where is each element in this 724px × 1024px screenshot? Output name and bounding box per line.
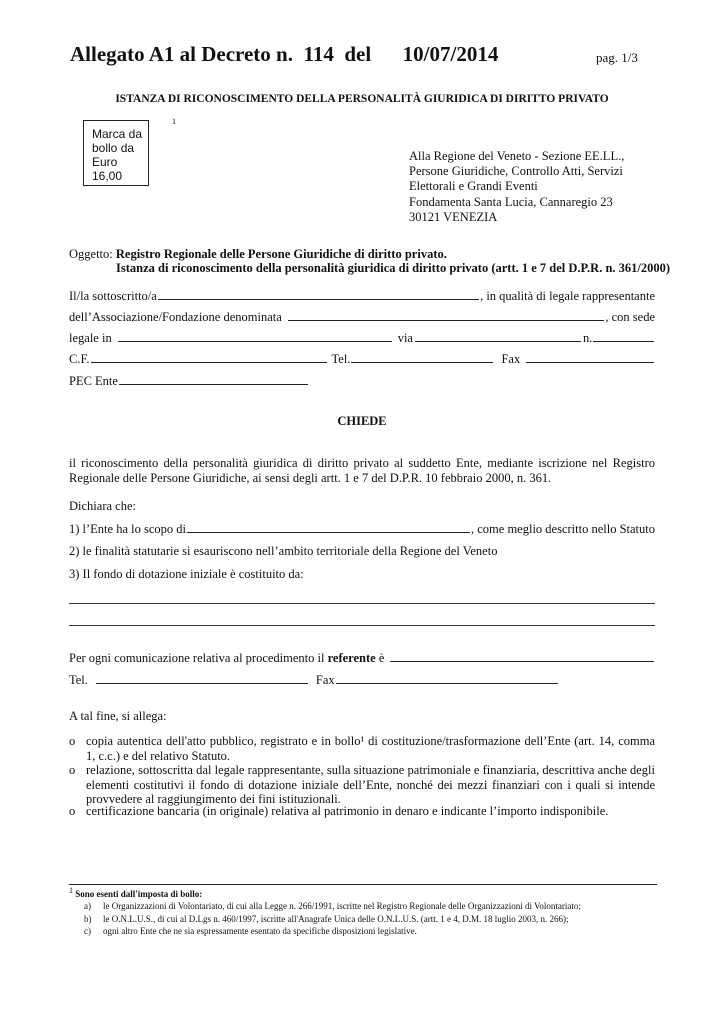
- recipient-address: [409, 149, 624, 225]
- bullet-icon: o: [69, 763, 76, 777]
- association-label: dell’Associazione/Fondazione denominata: [69, 310, 282, 324]
- footnote-item: [84, 900, 659, 913]
- contact-fax-field[interactable]: [336, 672, 558, 684]
- address-line: Alla Regione del Veneto - Sezione EE.LL.,: [409, 149, 625, 163]
- bullet-icon: o: [69, 804, 76, 818]
- contact-fax-label: Fax: [315, 673, 335, 687]
- phone-field[interactable]: [351, 351, 493, 363]
- attachments-intro: A tal fine, si allega:: [69, 709, 167, 723]
- footnote-mark: 1: [69, 886, 73, 895]
- attachment-item: [69, 804, 655, 819]
- subject-line-2: Istanza di riconoscimento della personalità giuridica di diritto privato (artt. 1 e 7 del D.P.R. n. 361/2000): [116, 261, 671, 275]
- request-body: il riconoscimento della personalità giuridica di diritto privato al suddetto Ente, mediante iscrizione nel Registro Regionale delle Persone Giuridiche, ai sensi degli artt. 1 e 7 del D.P.R. 10 febbraio 2000, n. 361.: [69, 456, 655, 485]
- field-row-seat: [69, 330, 655, 346]
- pec-label: PEC Ente: [69, 374, 118, 388]
- attachment-text: relazione, sottoscritta dal legale rappresentante, sulla situazione patrimoniale e finanziaria, descrittiva anche degli elementi costitutivi il fondo di dotazione iniziale dell’Ente, nonché dei mezzi finanziari con i quali si intende provvedere al raggiungimento dei fini istituzionali.: [86, 763, 655, 806]
- attachment-text: copia autentica dell'atto pubblico, registrato e in bollo¹ di costituzione/trasformazione dell’Ente (art. 14, comma 1, c.c.) e del relativo Statuto.: [86, 734, 655, 763]
- pec-field[interactable]: [119, 373, 308, 385]
- declaration-intro: Dichiara che:: [69, 499, 136, 513]
- signatory-label: Il/la sottoscritto/a: [69, 289, 157, 303]
- footnote-item: [84, 913, 659, 926]
- footnote-item-text: le Organizzazioni di Volontariato, di cui alla Legge n. 266/1991, iscritte nel Registro Regionale delle Organizzazioni di Volontariato;: [103, 901, 581, 911]
- document-title: Allegato A1 al Decreto n. 114 del 10/07/2014: [70, 42, 499, 66]
- street-field[interactable]: [415, 330, 581, 342]
- fax-field[interactable]: [526, 351, 654, 363]
- seat-label: , con sede: [605, 310, 655, 324]
- field-row-association: [69, 309, 655, 325]
- fax-label: Fax: [501, 352, 521, 366]
- endowment-field-line-2[interactable]: [69, 625, 655, 626]
- purpose-label: 1) l’Ente ha lo scopo di: [69, 522, 186, 536]
- legal-seat-label: legale in: [69, 331, 112, 345]
- address-line: Persone Giuridiche, Controllo Atti, Servizi: [409, 164, 623, 179]
- street-label: via: [397, 331, 413, 345]
- bullet-icon: o: [69, 734, 76, 748]
- footnote-item: [84, 925, 659, 938]
- footnote-item-label: c): [84, 926, 91, 936]
- footnote-title-row: [69, 886, 202, 899]
- attachment-item: [69, 763, 655, 807]
- contact-phone-label: Tel.: [69, 673, 88, 687]
- contact-person-row: [69, 650, 655, 666]
- stamp-line-1: Marca da: [92, 127, 143, 141]
- field-row-contacts: [69, 351, 655, 367]
- contact-person-label: Per ogni comunicazione relativa al procedimento il referente è: [69, 651, 385, 665]
- footnote-item-label: b): [84, 913, 92, 924]
- document-subtitle: ISTANZA DI RICONOSCIMENTO DELLA PERSONALITÀ GIURIDICA DI DIRITTO PRIVATO: [115, 93, 609, 105]
- revenue-stamp-box: [83, 120, 149, 186]
- contact-phone-row: [69, 672, 559, 688]
- declaration-item-3: 3) Il fondo di dotazione iniziale è costituito da:: [69, 567, 304, 581]
- signatory-name-field[interactable]: [158, 288, 479, 300]
- declaration-item-1: [69, 521, 655, 537]
- purpose-field[interactable]: [187, 521, 470, 533]
- association-name-field[interactable]: [288, 309, 605, 321]
- footnote-item-label: a): [84, 901, 91, 911]
- footnote-item-text: ogni altro Ente che ne sia espressamente esentato da specifiche disposizioni legislative.: [103, 926, 417, 936]
- declaration-item-2: 2) le finalità statutarie si esauriscono nell’ambito territoriale della Regione del Veneto: [69, 544, 498, 558]
- footnote-list: [84, 900, 659, 938]
- phone-label: Tel.: [331, 352, 351, 366]
- attachment-text: certificazione bancaria (in originale) relativa al patrimonio in denaro e indicante l’importo indisponibile.: [86, 804, 609, 818]
- subject-label: Oggetto:: [69, 247, 116, 261]
- stamp-footnote-mark: 1: [172, 117, 176, 126]
- footnote-item-text: le O.N.L.U.S., di cui al D.Lgs n. 460/1997, iscritte all'Anagrafe Unica delle O.N.L.U.S. (artt. 1 e 4, D.M. 18 luglio 2003, n. 266);: [103, 913, 569, 924]
- endowment-field-line-1[interactable]: [69, 603, 655, 604]
- street-number-field[interactable]: [593, 330, 654, 342]
- address-line: Elettorali e Grandi Eventi: [409, 179, 538, 194]
- contact-phone-field[interactable]: [96, 672, 308, 684]
- tax-code-label: C.F.: [69, 352, 90, 366]
- request-heading: CHIEDE: [337, 414, 387, 428]
- footnote-divider: [69, 884, 657, 885]
- attachment-item: [69, 734, 655, 763]
- address-line: 30121 VENEZIA: [409, 209, 498, 224]
- number-label: n.: [582, 331, 593, 345]
- city-field[interactable]: [118, 330, 392, 342]
- legal-rep-label: , in qualità di legale rappresentante: [480, 289, 655, 303]
- stamp-line-3: Euro 16,00: [92, 155, 123, 183]
- tax-code-field[interactable]: [91, 351, 327, 363]
- footnote-title: Sono esenti dall'imposta di bollo:: [75, 889, 203, 899]
- field-row-signatory: [69, 288, 655, 304]
- address-line: Fondamenta Santa Lucia, Cannaregio 23: [409, 194, 613, 209]
- purpose-suffix: , come meglio descritto nello Statuto: [471, 522, 655, 536]
- field-row-pec: [69, 373, 309, 389]
- page-number: pag. 1/3: [596, 50, 638, 65]
- contact-person-field[interactable]: [390, 650, 654, 662]
- subject-title: Registro Regionale delle Persone Giuridiche di diritto privato.: [115, 247, 447, 261]
- subject-line-1: [69, 247, 669, 262]
- stamp-line-2: bollo da: [92, 141, 135, 155]
